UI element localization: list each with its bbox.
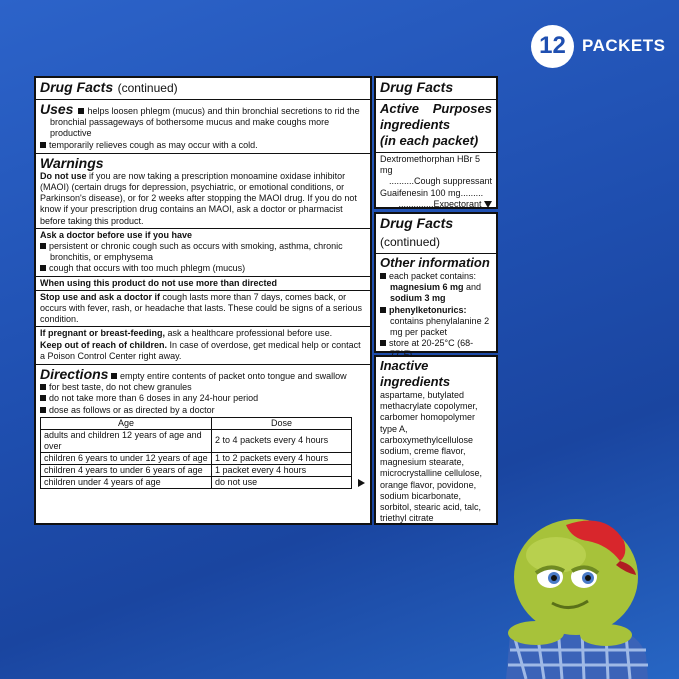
drug-facts-main-panel	[34, 76, 372, 525]
dosage-table	[40, 417, 352, 489]
active-ingredients-section	[376, 100, 496, 211]
table-header-age: Age	[41, 417, 212, 429]
main-title-continued: (continued)	[117, 81, 178, 95]
table-cell-age: children 4 years to under 6 years of age	[41, 464, 212, 476]
uses-heading: Uses	[40, 101, 74, 117]
other-3: store at 20-25°C (68-	[389, 338, 474, 349]
directions-item-2: for best taste, do not chew granules	[49, 382, 192, 393]
table-row	[41, 476, 352, 488]
bullet-icon	[111, 373, 117, 379]
main-title: Drug Facts	[40, 79, 114, 95]
table-header-row	[41, 417, 352, 429]
bullet-icon	[40, 265, 46, 271]
bullet-icon	[380, 340, 386, 346]
inactive-ingredients-text: aspartame, butylated methacrylate copolymer, carbomer homopolymer type A, carboxymethylcellulose sodium, creme flavor, magnesium stearate, microcrystalline cellulose, orange flavor, povidone, sodium bicarbonate, sorbitol, stearic acid, talc, triethyl citrate	[380, 390, 483, 524]
ask-item-1: persistent or chronic cough such as occurs with smoking, asthma, chronic bronchitis, or emphysema	[49, 241, 343, 263]
inactive-heading: Inactive ingredients	[380, 358, 451, 389]
packet-count-badge	[531, 24, 665, 68]
pregnant-text: ask a healthcare professional before use.	[167, 328, 333, 339]
table-row	[41, 464, 352, 476]
other-2-b: contains phenylalanine 2 mg per packet	[390, 315, 490, 338]
drug-facts-active-panel	[374, 76, 498, 209]
table-row	[41, 429, 352, 452]
warnings-section	[36, 154, 370, 365]
table-header-dose: Dose	[212, 417, 352, 429]
table-cell-dose: 1 packet every 4 hours	[212, 464, 352, 476]
bullet-icon	[78, 108, 84, 114]
other-1-a: each packet contains:	[389, 271, 477, 281]
table-cell-dose: 1 to 2 packets every 4 hours	[212, 452, 352, 464]
table-cell-age: adults and children 12 years of age and over	[41, 429, 212, 452]
packet-label: PACKETS	[582, 36, 666, 55]
bullet-icon	[380, 307, 386, 313]
active-panel-title: Drug Facts	[380, 79, 454, 95]
directions-item-3: do not take more than 6 doses in any 24-hour period	[49, 393, 259, 404]
keep-out-label: Keep out of reach of children.	[40, 339, 168, 350]
other-panel-title: Drug Facts	[380, 215, 454, 231]
ask-doctor-heading: Ask a doctor before use if you have	[40, 229, 193, 240]
other-1-c: and	[466, 282, 482, 293]
uses-item-1: helps loosen phlegm (mucus) and thin bronchial secretions to rid the bronchial passageways of bothersome mucus and make coughs more productive	[50, 106, 360, 139]
table-cell-age: children under 4 years of age	[41, 476, 212, 488]
ingredient-1: Dextromethorphan HBr 5 mg	[380, 154, 481, 176]
mucus-mascot-illustration	[496, 515, 679, 679]
ingredients-label: ingredients	[380, 117, 451, 132]
directions-item-4: dose as follows or as directed by a doctor	[49, 404, 215, 415]
directions-item-1: empty entire contents of packet onto tongue and swallow	[119, 371, 347, 382]
keep-out-text: In case of overdose, get medical help or contact a Poison Control Center right away.	[40, 339, 361, 361]
other-2-a: phenylketonurics:	[389, 304, 467, 315]
drug-facts-other-panel	[374, 212, 498, 353]
when-using-heading: When using this product do not use more than directed	[40, 277, 278, 288]
bullet-icon	[380, 273, 386, 279]
in-each-packet-label: (in each packet)	[380, 133, 479, 148]
directions-heading: Directions	[40, 366, 109, 383]
other-info-heading: Other information	[380, 255, 490, 270]
table-row	[41, 452, 352, 464]
other-1-b: magnesium 6 mg	[390, 282, 464, 293]
other-title-section	[376, 214, 496, 254]
packet-count: 12	[531, 25, 574, 68]
purpose-2: ..............Expectorant	[398, 198, 482, 209]
stop-use-text: cough lasts more than 7 days, comes back, or occurs with fever, rash, or headache that lasts. These could be signs of a serious condition.	[40, 291, 363, 325]
drug-facts-inactive-panel	[374, 355, 498, 525]
pregnant-label: If pregnant or breast-feeding,	[40, 328, 166, 339]
other-info-section	[376, 254, 496, 362]
warnings-heading: Warnings	[40, 154, 104, 171]
other-1-d: sodium 3 mg	[390, 293, 446, 304]
main-title-section	[36, 78, 370, 100]
uses-section	[36, 100, 370, 154]
stop-use-label: Stop use and ask a doctor if	[40, 291, 161, 302]
table-cell-age: children 6 years to under 12 years of age	[41, 452, 212, 464]
ask-item-2: cough that occurs with too much phlegm (mucus)	[49, 263, 246, 274]
bullet-icon	[40, 384, 46, 390]
continue-down-icon	[484, 201, 492, 208]
bullet-icon	[40, 407, 46, 413]
other-panel-title-continued: (continued)	[380, 235, 441, 249]
active-label: Active	[380, 101, 420, 116]
ingredient-2-leader: .........	[460, 187, 484, 198]
bullet-icon	[40, 142, 46, 148]
ingredient-2: Guaifenesin 100 mg	[380, 187, 461, 198]
purpose-1: ..........Cough suppressant	[388, 176, 492, 187]
bullet-icon	[40, 243, 46, 249]
continue-arrow-icon	[358, 479, 365, 487]
do-not-use-label: Do not use	[40, 170, 87, 181]
uses-item-2: temporarily relieves cough as may occur with a cold.	[49, 139, 258, 150]
bullet-icon	[40, 395, 46, 401]
table-cell-dose: 2 to 4 packets every 4 hours	[212, 429, 352, 452]
directions-section	[36, 365, 370, 491]
do-not-use-text: if you are now taking a prescription monoamine oxidase inhibitor (MAOI) (certain drugs for depression, psychiatric, or emotional conditions, or Parkinson's disease), or for 2 weeks after stopping the MAOI drug. If you do not know if your prescription drug contains an MAOI, ask a doctor or pharmacist before taking this product.	[40, 170, 357, 226]
active-title-section	[376, 78, 496, 100]
purposes-label: Purposes	[432, 101, 492, 116]
table-cell-dose: do not use	[212, 476, 352, 488]
